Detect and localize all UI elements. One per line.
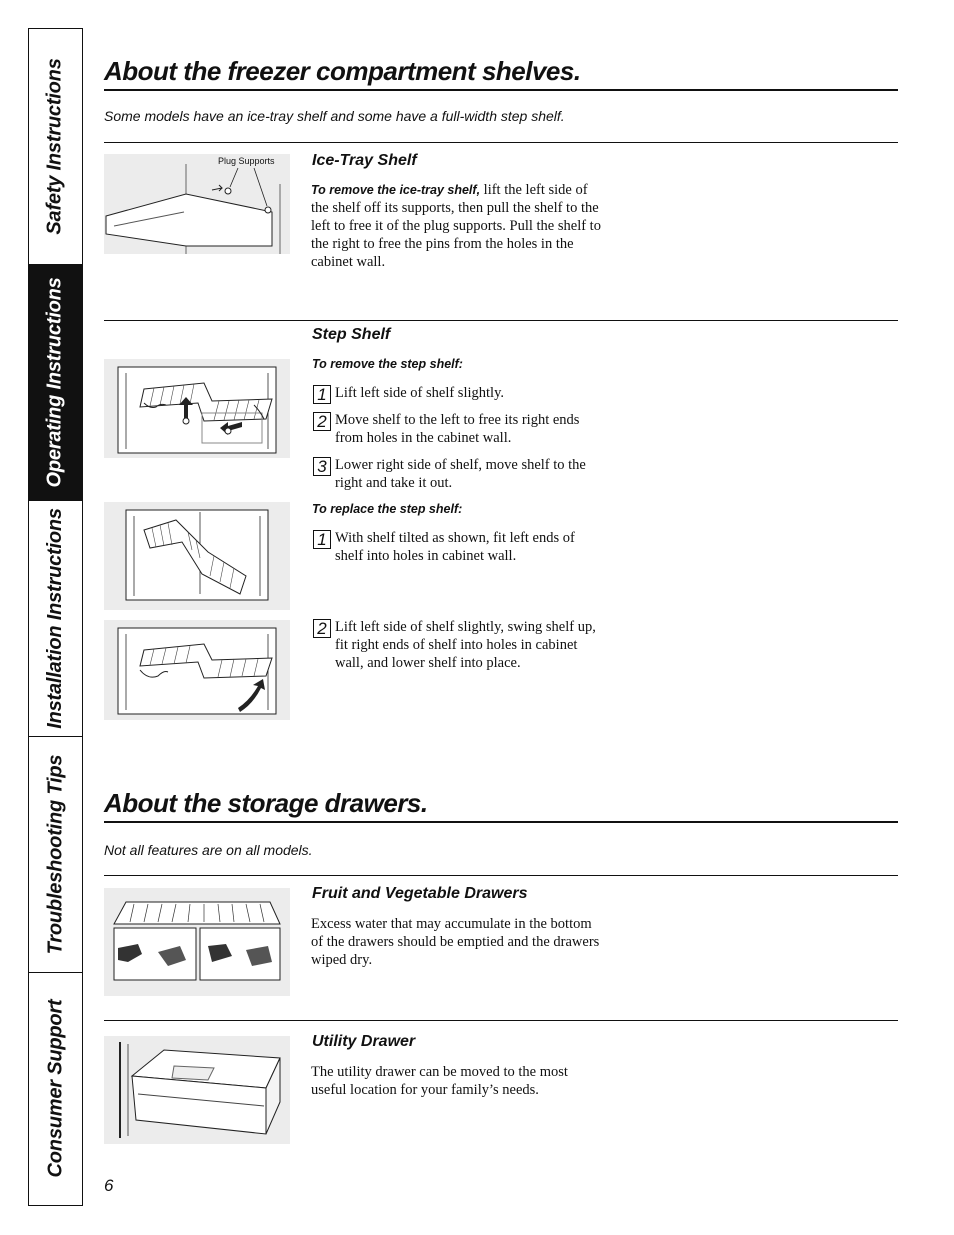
plug-supports-label: Plug Supports: [218, 156, 275, 166]
ice-tray-shelf-figure: [104, 154, 290, 254]
step-number: 2: [313, 412, 331, 431]
step-number: 2: [313, 619, 331, 638]
step-shelf-replace-figure: [104, 620, 290, 720]
ice-tray-shelf-text: [311, 181, 601, 271]
tab-safety-instructions[interactable]: [29, 29, 82, 265]
divider: [104, 320, 898, 321]
freezer-section-title: About the freezer compartment shelves.: [104, 56, 898, 91]
step-number: 1: [313, 530, 331, 549]
tab-label: Installation Instructions: [44, 508, 67, 729]
ice-tray-lead: To remove the ice-tray shelf,: [311, 183, 481, 197]
fruit-vegetable-drawers-figure: [104, 888, 290, 996]
drawers-intro: Not all features are on all models.: [104, 842, 313, 858]
step-text: Lift left side of shelf slightly.: [335, 385, 505, 401]
divider: [104, 875, 898, 876]
tab-label: Troubleshooting Tips: [44, 754, 67, 955]
fruit-vegetable-drawers-heading: Fruit and Vegetable Drawers: [312, 885, 528, 902]
ice-tray-instructions: lift the left side of the shelf off its supports, then pull the shelf to the left to free it of the plug supports. Pull the shelf to the right to free the pins from the holes in the cabinet wall.: [311, 182, 601, 270]
tab-label: Consumer Support: [44, 999, 67, 1178]
remove-step-shelf-heading: To remove the step shelf:: [312, 357, 463, 371]
divider: [104, 142, 898, 143]
step-number: 3: [313, 457, 331, 476]
replace-step-shelf-heading: To replace the step shelf:: [312, 502, 463, 516]
section-tabs: [28, 28, 83, 1206]
step-shelf-tilted-figure: [104, 502, 290, 610]
tab-operating-instructions[interactable]: [29, 265, 82, 501]
freezer-intro: Some models have an ice-tray shelf and some have a full-width step shelf.: [104, 108, 565, 124]
ice-tray-shelf-heading: Ice-Tray Shelf: [312, 152, 417, 169]
utility-drawer-figure: [104, 1036, 290, 1144]
tab-consumer-support[interactable]: [29, 973, 82, 1204]
divider: [104, 1020, 898, 1021]
step-number: 1: [313, 385, 331, 404]
step-shelf-heading: Step Shelf: [312, 326, 391, 343]
step-text: Move shelf to the left to free its right ends from holes in the cabinet wall.: [335, 412, 580, 446]
step-text: Lift left side of shelf slightly, swing shelf up, fit right ends of shelf into holes in cabinet wall, and lower shelf into place.: [335, 619, 596, 671]
tab-troubleshooting-tips[interactable]: [29, 737, 82, 973]
utility-drawer-heading: Utility Drawer: [312, 1033, 416, 1050]
drawers-section-title: About the storage drawers.: [104, 788, 898, 823]
step-text: Lower right side of shelf, move shelf to the right and take it out.: [335, 457, 586, 491]
tab-label: Safety Instructions: [44, 58, 66, 235]
tab-installation-instructions[interactable]: [29, 501, 82, 737]
fruit-vegetable-drawers-text: Excess water that may accumulate in the bottom of the drawers should be emptied and the drawers wiped dry.: [311, 916, 600, 968]
utility-drawer-text: The utility drawer can be moved to the most useful location for your family’s needs.: [311, 1064, 568, 1098]
page-number: 6: [104, 1176, 114, 1195]
step-shelf-remove-figure: [104, 359, 290, 458]
step-text: With shelf tilted as shown, fit left ends of shelf into holes in cabinet wall.: [335, 530, 575, 564]
tab-label: Operating Instructions: [44, 277, 67, 488]
